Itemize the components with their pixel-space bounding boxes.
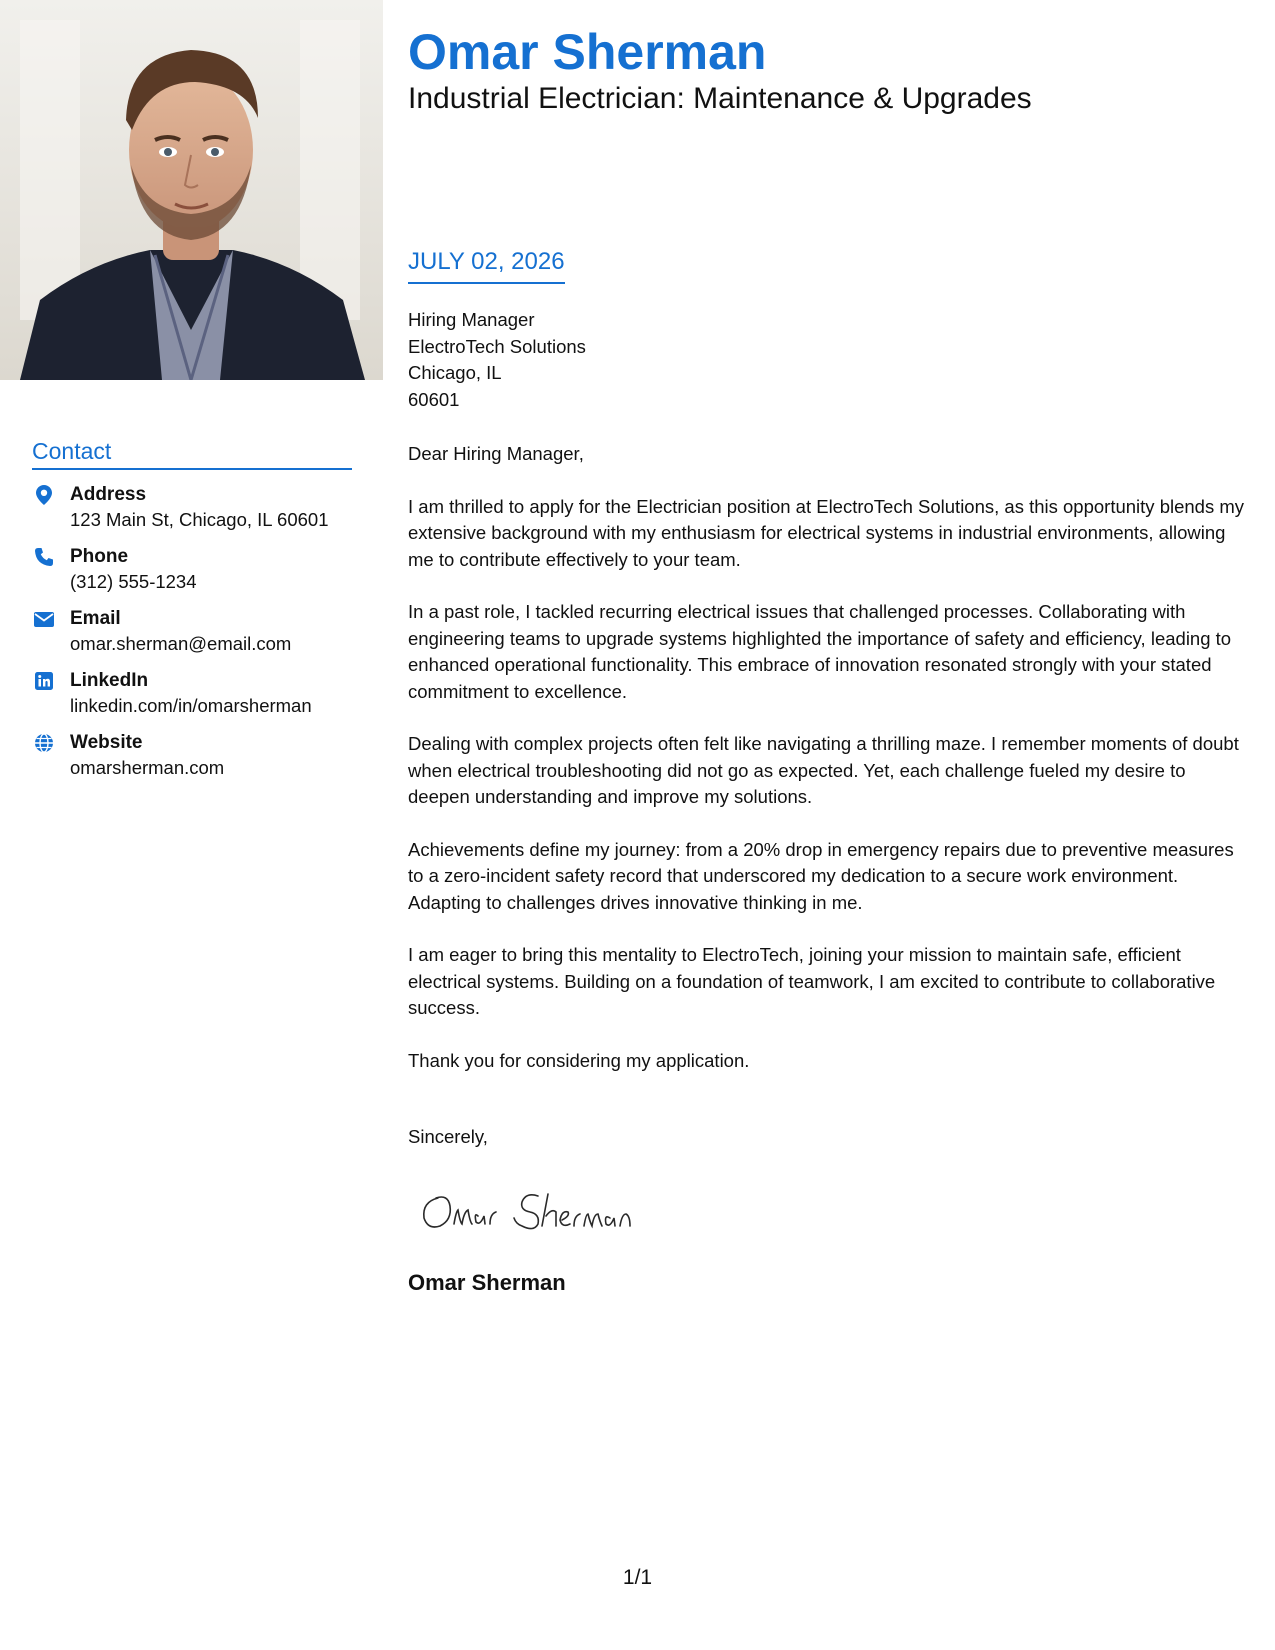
paragraph: I am thrilled to apply for the Electrician position at ElectroTech Solutions, as this opportunity blends my extensive background with my enthusiasm for electrical systems in industrial environments, allowing me to contribute effectively to your team. — [408, 495, 1245, 570]
email-value[interactable]: omar.sherman@email.com — [70, 633, 292, 654]
page-number: 1/1 — [622, 1566, 653, 1589]
recipient-block — [408, 307, 586, 413]
closing: Sincerely, — [408, 1126, 488, 1147]
contact-label: Email — [70, 608, 121, 629]
globe-icon — [32, 731, 56, 755]
recipient-role: Hiring Manager — [408, 309, 535, 330]
recipient-zip: 60601 — [408, 388, 460, 410]
contact-item-address — [32, 482, 352, 532]
paragraph: Achievements define my journey: from a 20% drop in emergency repairs due to preventive measures to a zero-incident safety record that underscored my dedication to a secure work environment. Adapting to challenges drives innovative thinking in me. — [408, 838, 1234, 913]
address-value: 123 Main St, Chicago, IL 60601 — [70, 509, 329, 530]
website-value[interactable]: omarsherman.com — [70, 757, 225, 778]
recipient-company: ElectroTech Solutions — [408, 335, 586, 357]
recipient-city: Chicago, IL — [408, 362, 502, 383]
location-pin-icon — [32, 483, 56, 507]
contact-item-phone — [32, 544, 352, 594]
letter-body — [408, 441, 1248, 1100]
profile-photo — [0, 0, 383, 380]
salutation: Dear Hiring Manager, — [408, 443, 584, 464]
phone-value[interactable]: (312) 555-1234 — [70, 571, 197, 592]
contact-label: LinkedIn — [70, 670, 149, 691]
paragraph: I am eager to bring this mentality to ElectroTech, joining your mission to maintain safe, efficient electrical systems. Building on a foundation of teamwork, I am excited to contribute to collaborative success. — [408, 944, 1216, 1018]
handwritten-signature — [418, 1180, 678, 1240]
job-title: Industrial Electrician: Maintenance & Upgrades — [408, 82, 1032, 115]
paragraph: In a past role, I tackled recurring electrical issues that challenged processes. Collaborating with engineering teams to upgrade systems highlighted the importance of safety and efficiency, leading to enhanced operational functionality. This embrace of innovation resonated strongly with your stated commitment to excellence. — [408, 601, 1232, 702]
linkedin-icon — [32, 669, 56, 693]
paragraph: Thank you for considering my application. — [408, 1049, 750, 1071]
contact-label: Phone — [70, 546, 129, 567]
contact-label: Address — [70, 484, 147, 505]
contact-item-website — [32, 730, 352, 780]
contact-section — [32, 438, 352, 792]
paragraph: Dealing with complex projects often felt like navigating a thrilling maze. I remember moments of doubt when electrical troubleshooting did not go as expected. Yet, each challenge fueled my desire to deepen understanding and improve my solutions. — [408, 733, 1239, 807]
contact-label: Website — [70, 732, 143, 753]
contact-list — [32, 482, 352, 780]
envelope-icon — [32, 607, 56, 631]
phone-icon — [32, 545, 56, 569]
letter-header — [408, 22, 1248, 116]
applicant-name: Omar Sherman — [408, 24, 767, 80]
signer-name: Omar Sherman — [408, 1270, 566, 1295]
letter-date: JULY 02, 2026 — [408, 248, 565, 284]
contact-item-email — [32, 606, 352, 656]
contact-item-linkedin — [32, 668, 352, 718]
contact-heading: Contact — [32, 438, 352, 470]
linkedin-value[interactable]: linkedin.com/in/omarsherman — [70, 695, 312, 716]
